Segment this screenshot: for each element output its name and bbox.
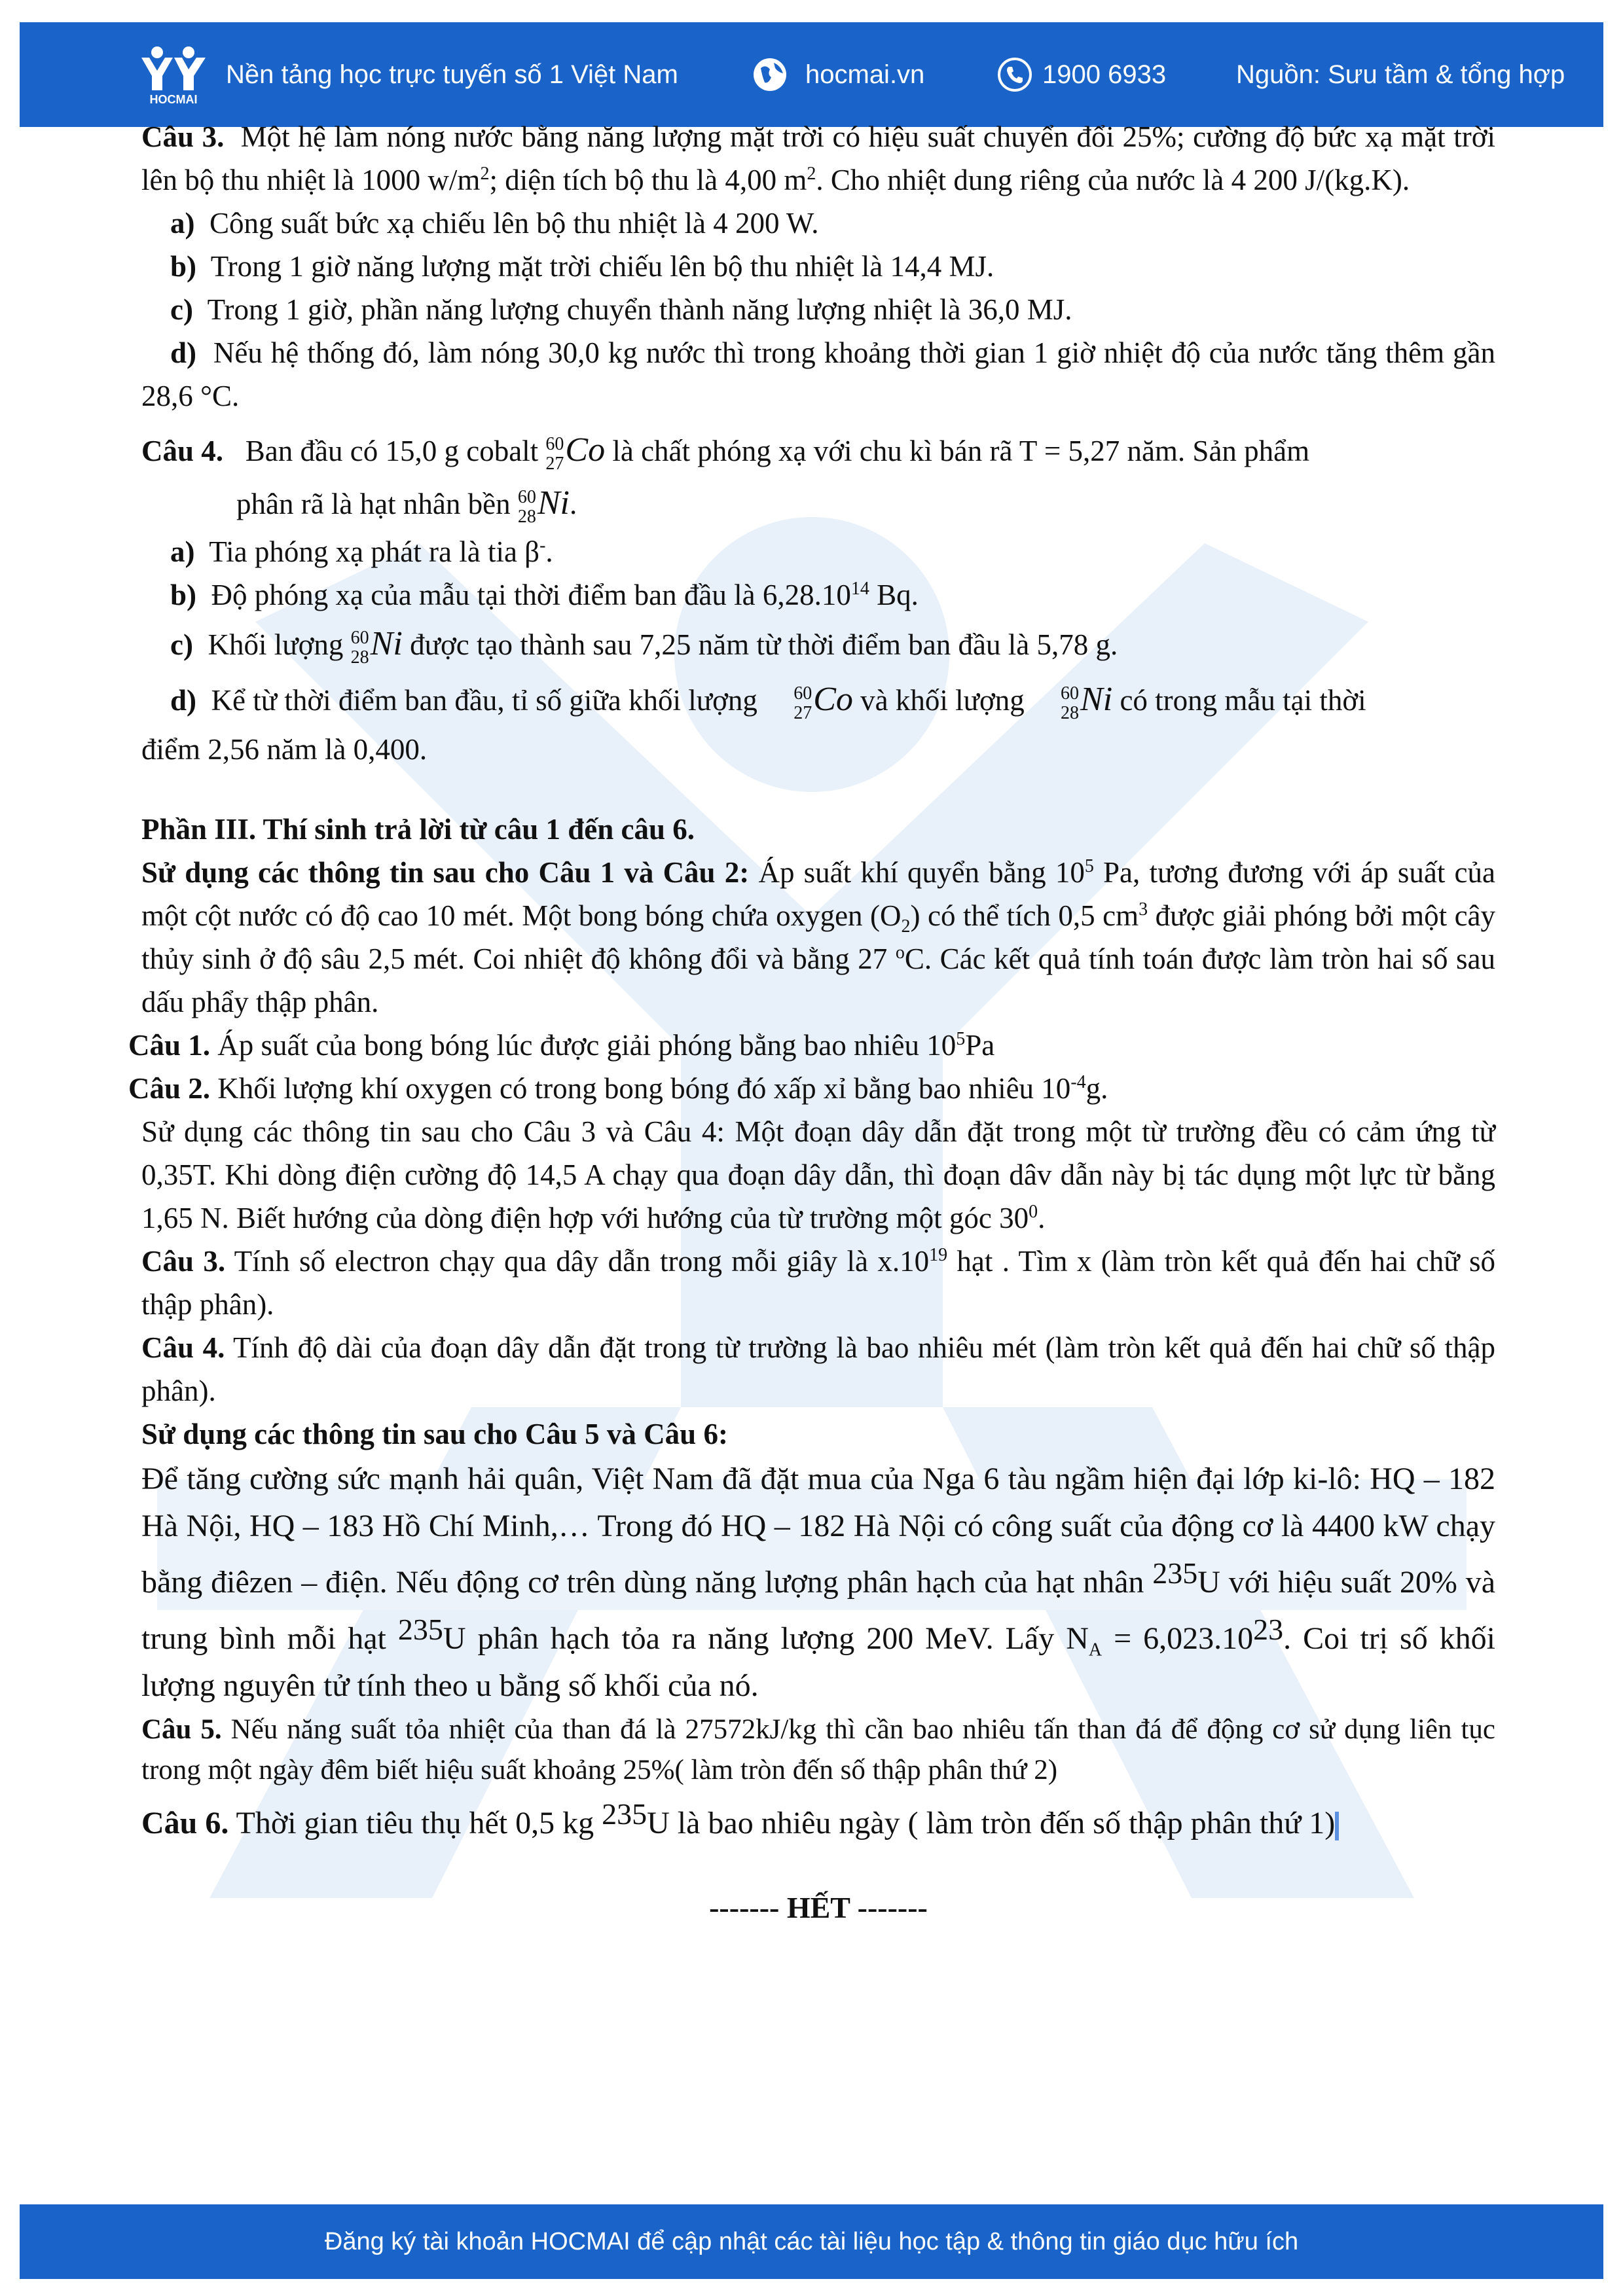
co-nuclide-numbers (765, 684, 812, 723)
u235-mass: 235 (602, 1797, 647, 1831)
question-label: Câu 3. (141, 1245, 226, 1278)
question-label: Câu 1. (128, 1029, 211, 1062)
co-symbol: Co (565, 431, 606, 469)
co-nuclide-numbers (545, 435, 564, 474)
part3-q6 (141, 1791, 1495, 1847)
question-text: Nếu năng suất tỏa nhiệt của than đá là 27572kJ/kg thì cần bao nhiêu tấn than đá để động cơ sử dụng liên tục trong một ngày đêm biết hiệu suất khoảng 25%( làm tròn đến số thập phân thứ 2) (141, 1714, 1496, 1785)
q3-sup-b: 2 (807, 164, 816, 184)
sup: 3 (1139, 899, 1148, 920)
ni-mass: 60 (517, 486, 536, 507)
question-label: Câu 2. (128, 1072, 211, 1105)
info-text: . (1038, 1202, 1046, 1234)
top-banner (20, 22, 1603, 127)
question-text: hạt . Tìm x (làm tròn kết quả đến hai chữ số thập phân). (141, 1245, 1495, 1321)
info-text: = 6,023.10 (1102, 1621, 1254, 1656)
option-text: Trong 1 giờ năng lượng mặt trời chiếu lên bộ thu nhiệt là 14,4 MJ. (210, 250, 994, 283)
question-text: g. (1085, 1072, 1108, 1105)
q4-option-d-line2: điểm 2,56 năm là 0,400. (141, 733, 428, 766)
part3-q4 (141, 1326, 1495, 1412)
text-cursor (1335, 1812, 1339, 1840)
ni-nuclide-numbers (518, 488, 536, 527)
part3-heading: Phần III. Thí sinh trả lời từ câu 1 đến câu 6. (141, 813, 695, 846)
question-text: Khối lượng khí oxygen có trong bong bóng đó xấp xỉ bằng bao nhiêu 10 (210, 1072, 1071, 1105)
option-end: Bq. (869, 579, 919, 611)
sup: 0 (1029, 1202, 1038, 1222)
q4-stem-text-b: là chất phóng xạ với chu kì bán rã T = 5,27 năm. Sản phẩm (612, 435, 1310, 467)
ni-mass: 60 (1061, 683, 1080, 704)
q4-option-a (141, 530, 1495, 573)
avogadro-sup: 23 (1253, 1613, 1284, 1646)
u235-mass: 235 (397, 1613, 443, 1646)
q4-stem (141, 424, 1495, 477)
part3-q2 (128, 1067, 1495, 1110)
part3-info-56 (141, 1456, 1495, 1710)
sup: -4 (1070, 1072, 1086, 1092)
header-website-link[interactable]: hocmai.vn (805, 60, 925, 89)
footer-signup-text[interactable]: Đăng ký tài khoản HOCMAI để cập nhật các tài liệu học tập & thông tin giáo dục hữu ích (324, 2228, 1299, 2255)
option-text: Tia phóng xạ phát ra là tia β (209, 535, 540, 568)
ni-z: 28 (1061, 702, 1080, 723)
spacer (141, 771, 1495, 808)
ni-z: 28 (350, 647, 369, 668)
phone-icon (996, 56, 1033, 93)
option-key: d) (170, 336, 197, 369)
option-key: b) (170, 250, 197, 283)
option-text: và khối lượng (860, 684, 1025, 717)
question-text: U là bao nhiêu ngày ( làm tròn đến số thập phân thứ 1) (647, 1806, 1336, 1840)
option-text: Nếu hệ thống đó, làm nóng 30,0 kg nước thì trong khoảng thời gian 1 giờ nhiệt độ của nước tăng thêm gần 28,6 °C. (141, 336, 1496, 412)
q3-option-c (141, 288, 1495, 331)
header-phone[interactable]: 1900 6933 (1042, 60, 1167, 89)
svg-text:HOCMAI: HOCMAI (149, 93, 198, 106)
info-text: Pa, tương đương với áp suất của một cột nước có độ cao 10 mét. Một bong bóng chứa oxygen (O (141, 856, 1495, 932)
sub: A (1088, 1640, 1103, 1660)
q3-stem (141, 115, 1495, 202)
sub: 2 (901, 916, 911, 937)
q4-stem-text-a: Ban đầu có 15,0 g cobalt (245, 435, 539, 467)
option-key: c) (170, 293, 193, 326)
info-text: Để tăng cường sức mạnh hải quân, Việt Nam đã đặt mua của Nga 6 tàu ngầm hiện đại lớp ki-lô: HQ – 182 Hà Nội, HQ – 183 Hồ Chí Minh,… Trong đó HQ – 182 Hà Nội có công suất của động cơ là 4400 kW chạy bằng điêzen – điện. Nếu động cơ trên dùng năng lượng phân hạch của hạt nhân (141, 1462, 1495, 1600)
info-text: U phân hạch tỏa ra năng lượng 200 MeV. Lấy N (443, 1621, 1089, 1656)
co-symbol: Co (813, 681, 853, 718)
q4-option-c (141, 617, 1495, 672)
hocmai-logo-icon (137, 43, 210, 107)
info-text: được giải phóng bởi một cây thủy sinh ở độ sâu 2,5 mét. Coi nhiệt độ không đổi và bằng 27 (141, 899, 1496, 975)
sup: o (895, 942, 905, 963)
end-marker: ------- HẾT ------- (709, 1891, 928, 1924)
sup: 19 (929, 1245, 948, 1265)
globe-icon (752, 56, 788, 93)
header-source: Nguồn: Sưu tầm & tổng hợp (1236, 60, 1565, 89)
bottom-banner[interactable] (20, 2204, 1603, 2279)
info-text: Sử dụng các thông tin sau cho Câu 3 và Câu 4: Một đoạn dây dẫn đặt trong một từ trường đều có cảm ứng từ 0,35T. Khi dòng điện cường độ 14,5 A chạy qua đoạn dây dẫn, thì đoạn dâv dẫn này bị tác dụng một lực từ bằng 1,65 N. Biết hướng của dòng điện hợp với hướng của từ trường một góc 30 (141, 1115, 1495, 1234)
question-text: Tính số electron chạy qua dây dẫn trong mỗi giây là x.10 (225, 1245, 930, 1278)
option-text: Công suất bức xạ chiếu lên bộ thu nhiệt là 4 200 W. (210, 207, 819, 240)
info-text: U với hiệu suất 20% và trung bình mỗi hạt (141, 1565, 1496, 1656)
info-text: Áp suất khí quyển bằng 10 (749, 856, 1085, 889)
option-end: . (545, 535, 553, 568)
part3-q3 (141, 1240, 1495, 1326)
q3-stem-text-b: ; diện tích bộ thu là 4,00 m (489, 164, 807, 196)
info-label: Sử dụng các thông tin sau cho Câu 1 và Câu 2: (141, 856, 750, 889)
option-key: b) (170, 579, 197, 611)
q3-stem-text-c: . Cho nhiệt dung riêng của nước là 4 200 J/(kg.K). (816, 164, 1410, 196)
part3-info-12 (141, 851, 1495, 1024)
co-mass: 60 (545, 433, 564, 454)
question-text: Tính độ dài của đoạn dây dẫn đặt trong từ trường là bao nhiêu mét (làm tròn kết quả đến hai chữ số thập phân). (141, 1331, 1495, 1407)
question-text: Áp suất của bong bóng lúc được giải phóng bằng bao nhiêu 10 (210, 1029, 957, 1062)
part3-q1 (128, 1024, 1495, 1067)
part3-info-56-label: Sử dụng các thông tin sau cho Câu 5 và Câu 6: (141, 1418, 728, 1450)
info-text: . Coi trị số khối lượng nguyên tử tính theo u bằng số khối của nó. (141, 1621, 1496, 1703)
q3-label: Câu 3. (141, 120, 225, 153)
u235-mass: 235 (1152, 1556, 1198, 1590)
q3-sup-a: 2 (480, 164, 490, 184)
header-slogan: Nền tảng học trực tuyến số 1 Việt Nam (226, 60, 678, 89)
ni-nuclide-numbers (351, 628, 369, 668)
option-text: Kể từ thời điểm ban đầu, tỉ số giữa khối lượng (211, 684, 757, 717)
co-z: 27 (793, 702, 812, 723)
co-z: 27 (545, 453, 564, 474)
sup: 5 (956, 1029, 966, 1049)
co-mass: 60 (793, 683, 812, 704)
question-text: Pa (965, 1029, 995, 1062)
option-text: Độ phóng xạ của mẫu tại thời điểm ban đầu là 6,28.10 (211, 579, 851, 611)
sup: 5 (1084, 856, 1094, 876)
ni-mass: 60 (350, 627, 369, 648)
question-text: Thời gian tiêu thụ hết 0,5 kg (228, 1806, 602, 1840)
q4-label: Câu 4. (141, 435, 224, 467)
beta-sup: - (539, 535, 546, 556)
info-text: C. Các kết quả tính toán được làm tròn hai số sau dấu phẩy thập phân. (141, 942, 1495, 1018)
question-label: Câu 4. (141, 1331, 225, 1364)
question-label: Câu 6. (141, 1806, 229, 1840)
info-text: ) có thể tích 0,5 cm (910, 899, 1139, 932)
ni-nuclide-numbers (1032, 684, 1079, 723)
ni-z: 28 (517, 506, 536, 527)
option-key: c) (170, 628, 193, 661)
q3-option-b (141, 245, 1495, 288)
q4-option-b (141, 573, 1495, 617)
q3-option-d (141, 331, 1495, 418)
q4-stem-line2: phân rã là hạt nhân bền 60 28 Ni. (236, 484, 577, 527)
q4-stem-text-c: phân rã là hạt nhân bền (236, 488, 511, 520)
option-key: a) (170, 207, 195, 240)
q4-option-d (141, 672, 1495, 728)
option-key: d) (170, 684, 197, 717)
document-body (128, 115, 1496, 1960)
part3-info-34 (141, 1110, 1495, 1240)
ni-symbol: Ni (537, 484, 570, 522)
part3-q5 (141, 1710, 1495, 1791)
power-sup: 14 (850, 579, 869, 599)
option-key: a) (170, 535, 195, 568)
ni-symbol: Ni (370, 625, 403, 662)
option-text: có trong mẫu tại thời (1120, 684, 1366, 717)
option-text: Khối lượng (208, 628, 344, 661)
question-label: Câu 5. (141, 1714, 222, 1745)
option-text: được tạo thành sau 7,25 năm từ thời điểm ban đầu là 5,78 g. (410, 628, 1118, 661)
ni-symbol: Ni (1080, 681, 1113, 718)
option-text: Trong 1 giờ, phần năng lượng chuyển thành năng lượng nhiệt là 36,0 MJ. (207, 293, 1072, 326)
q3-stem-text-a: Một hệ làm nóng nước bằng năng lượng mặt trời có hiệu suất chuyển đổi 25%; cường độ bức xạ mặt trời lên bộ thu nhiệt là 1000 w/m (141, 120, 1495, 196)
q3-option-a (141, 202, 1495, 245)
